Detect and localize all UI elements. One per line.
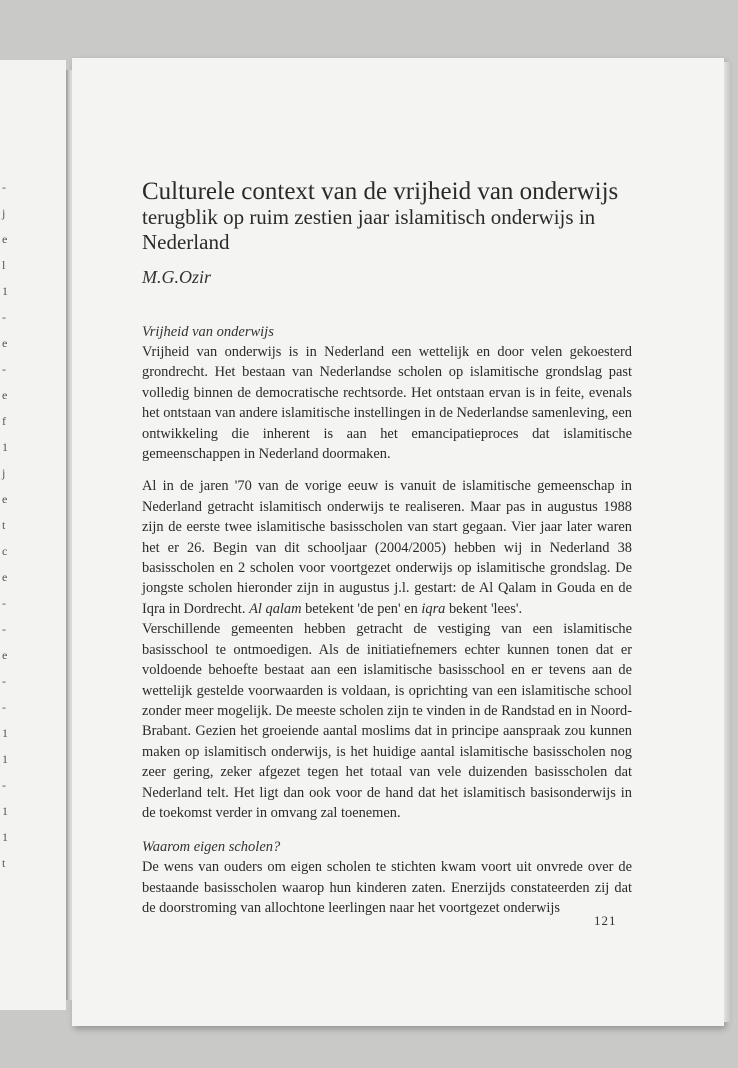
margin-char: - [2,362,6,376]
italic-term: iqra [421,600,446,617]
book-page [72,58,724,1026]
margin-char: 1 [2,830,8,844]
paragraph: Vrijheid van onderwijs is in Nederland een wettelijk en door velen gekoesterd grondrecht. Het bestaan van Nederlandse scholen op islamitische grondslag past volledig binnen de democratische rechtsorde. Het ontstaan ervan is in feite, evenals het ontstaan van andere islamitische instellingen in de Nederlandse samenleving, een ontwikkeling die inherent is aan het emancipatieproces dat islamitische gemeenschappen in Nederland doormaken. [142,344,632,463]
margin-char: 1 [2,726,8,740]
article-body [142,178,632,919]
page-edge [724,62,732,1022]
margin-char: 1 [2,804,8,818]
margin-char: e [2,388,8,402]
previous-page [0,60,66,1010]
italic-term: Al qalam [249,600,302,617]
margin-char: - [2,596,6,610]
margin-char: 1 [2,440,8,454]
margin-char: - [2,310,6,324]
margin-char: e [2,648,8,662]
margin-char: - [2,700,6,714]
margin-char: - [2,674,6,688]
paragraph-text: bekent 'lees'. [448,600,523,617]
article-subtitle: terugblik op ruim zestien jaar islamitisch onderwijs in Nederland [142,205,596,254]
margin-char: e [2,492,8,506]
paragraph-text: Al in de jaren '70 van de vorige eeuw is vanuit de islamitische gemeenschap in Nederland getracht islamitisch onderwijs te realiseren. Maar pas in augustus 1988 zijn de eerste twee islamitische basisscholen van start gegaan. Vier jaar later waren het er 26. Begin van dit schooljaar (2004/2005) hebben wij in Nederland 38 basisscholen en 2 scholen voor voortgezet onderwijs op islamitische grondslag. De jongste scholen hieronder zijn in augustus j.l. gestart: de Al Qalam in Gouda en de Iqra in Dordrecht. [142,478,632,617]
margin-char: 1 [2,284,8,298]
paragraph [142,476,632,619]
margin-char: - [2,778,6,792]
section-heading-waarom: Waarom eigen scholen? [142,839,281,856]
margin-char: j [2,466,6,480]
paragraph: Verschillende gemeenten hebben getracht de vestiging van een islamitische basisschool te ontmoedigen. Als de initiatiefnemers echter kunnen tonen dat er voldoende behoefte bestaat aan een islamitische basisschool en er tevens aan de wettelijk gestelde voorwaarden is voldaan, is oprichting van een islamitische school zonder meer mogelijk. De meeste scholen zijn te vinden in de Randstad en in Noord-Brabant. Gezien het groeiende aantal moslims dat in principe aanspraak zou kunnen maken op islamitisch onderwijs, is het huidige aantal islamitische basisscholen nog zeer gering, zeker afgezet tegen het totaal van vele duizenden basisscholen dat Nederland telt. Het ligt dan ook voor de hand dat het islamitisch basisonderwijs in de toekomst verder in omvang zal toenemen. [142,621,632,821]
margin-char: l [2,258,6,272]
article-author: M.G.Ozir [142,267,212,287]
paragraph: De wens van ouders om eigen scholen te stichten kwam voort uit onvrede over de bestaande basisscholen waarop hun kinderen zaten. Enerzijds constateerden zij dat de doorstroming van allochtone leerlingen naar het voortgezet onderwijs [142,859,632,917]
margin-char: t [2,856,6,870]
margin-char: e [2,570,8,584]
page-number: 121 [594,913,617,928]
margin-char: t [2,518,6,532]
margin-char: j [2,206,6,220]
margin-char: e [2,336,8,350]
paragraph-text: betekent 'de pen' en [305,600,418,617]
margin-char: - [2,180,6,194]
margin-char: c [2,544,8,558]
article-title: Culturele context van de vrijheid van onderwijs [142,178,619,205]
section-heading-vrijheid: Vrijheid van onderwijs [142,324,274,340]
margin-char: - [2,622,6,636]
margin-char: f [2,414,6,428]
margin-char: e [2,232,8,246]
margin-char: 1 [2,752,8,766]
